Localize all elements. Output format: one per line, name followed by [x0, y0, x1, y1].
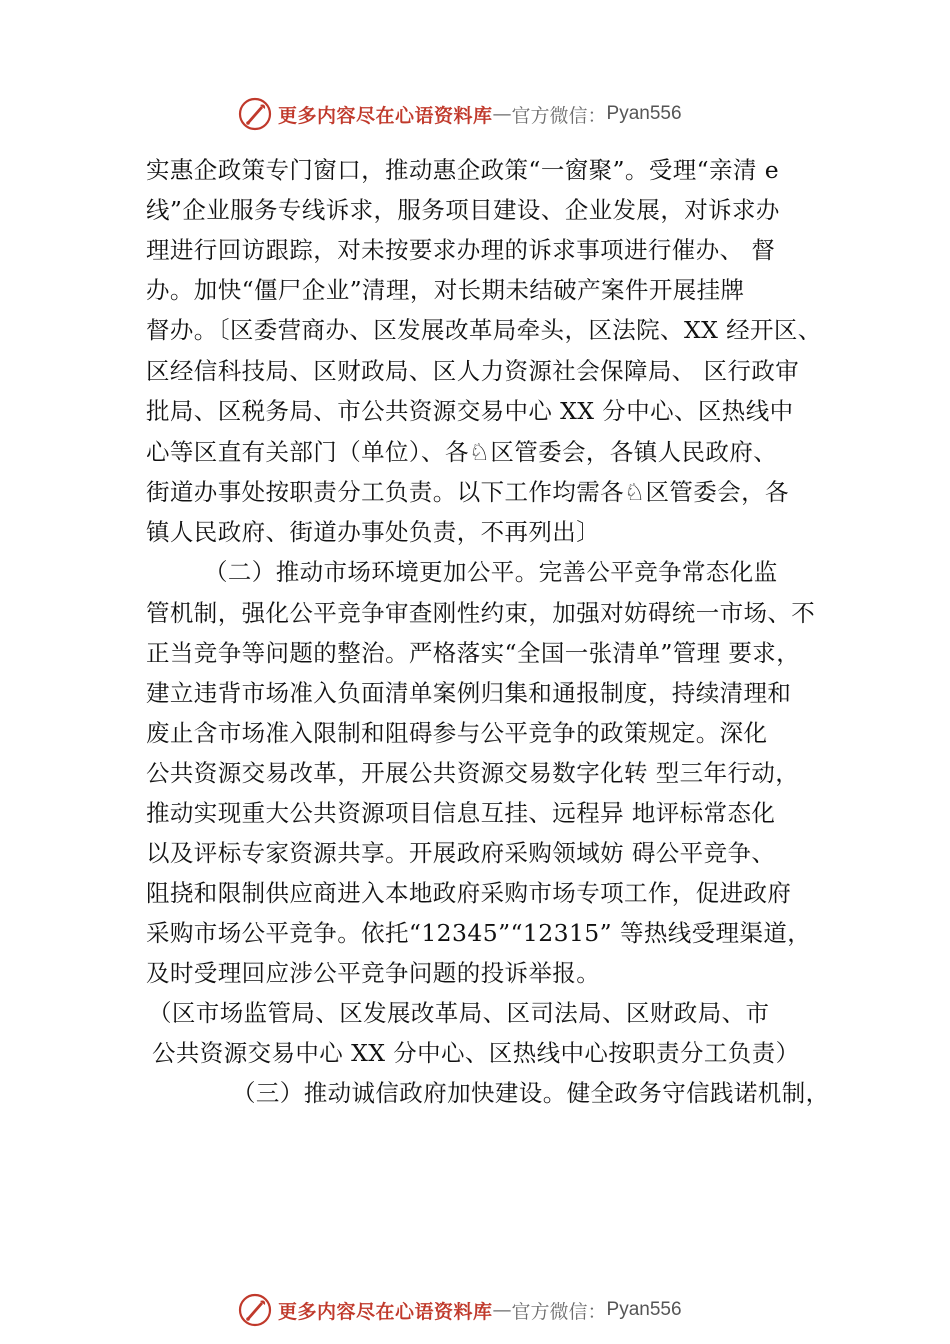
banner-wechat-id: Pyan556 — [606, 103, 682, 124]
body-line: 理进行回访跟踪，对未按要求办理的诉求事项进行催办、 督 — [146, 236, 776, 264]
body-line: 公共资源交易改革，开展公共资源交易数字化转 型三年行动， — [146, 759, 800, 787]
body-line: 正当竞争等问题的整治。严格落实“全国一张清单”管理 要求， — [146, 639, 801, 667]
quill-pen-logo-icon — [238, 1293, 272, 1327]
body-line: 区经信科技局、区财政局、区人力资源社会保障局、 区行政审 — [146, 357, 800, 385]
body-line: 公共资源交易中心 XX 分中心、区热线中心按职责分工负责） — [152, 1039, 800, 1067]
body-line: 管机制，强化公平竞争审查刚性约束，加强对妨碍统一市场、不 — [146, 599, 816, 627]
body-line: 推动实现重大公共资源项目信息互挂、远程异 地评标常态化 — [146, 799, 776, 827]
body-line: 心等区直有关部门（单位）、各♘区管委会，各镇人民政府、 — [146, 438, 778, 466]
body-line: （区市场监管局、区发展改革局、区司法局、区财政局、市 — [148, 999, 770, 1027]
body-line: 采购市场公平竞争。依托“12345”“12315” 等热线受理渠道， — [146, 919, 812, 947]
body-line: 实惠企政策专门窗口，推动惠企政策“一窗聚”。受理“亲清 e — [146, 156, 780, 184]
body-line: 街道办事处按职责分工负责。以下工作均需各♘区管委会，各 — [146, 478, 789, 506]
body-line: 及时受理回应涉公平竞争问题的投诉举报。 — [146, 959, 601, 987]
quill-pen-logo-icon — [238, 97, 272, 131]
body-line: 废止含市场准入限制和阻碍参与公平竞争的政策规定。深化 — [146, 719, 768, 747]
body-line: 办。加快“僵尸企业”清理，对长期未结破产案件开展挂牌 — [146, 276, 745, 304]
section-heading-line: （三）推动诚信政府加快建设。健全政务守信践诺机制， — [232, 1079, 830, 1107]
body-line: 镇人民政府、街道办事处负责，不再列出〕 — [146, 518, 601, 546]
banner-title: 更多内容尽在心语资料库 — [278, 104, 493, 127]
banner-wechat-label: 官方微信： — [511, 104, 607, 127]
footer-banner — [238, 1292, 758, 1328]
banner-wechat-id: Pyan556 — [606, 1299, 682, 1320]
body-line: 阻挠和限制供应商进入本地政府采购市场专项工作，促进政府 — [146, 879, 792, 907]
body-line: 督办。〔区委营商办、区发展改革局牵头，区法院、XX 经开区、 — [146, 316, 822, 344]
banner-wechat-label: 官方微信： — [511, 1300, 607, 1323]
body-line: 批局、区税务局、市公共资源交易中心 XX 分中心、区热线中 — [146, 397, 794, 425]
banner-dash: — — [492, 1299, 512, 1321]
body-line: 建立违背市场准入负面清单案例归集和通报制度，持续清理和 — [146, 679, 792, 707]
banner-dash: — — [492, 103, 512, 125]
header-banner — [238, 96, 758, 132]
banner-title: 更多内容尽在心语资料库 — [278, 1300, 493, 1323]
section-heading-line: （二）推动市场环境更加公平。完善公平竞争常态化监 — [204, 558, 778, 586]
body-line: 线”企业服务专线诉求，服务项目建设、企业发展，对诉求办 — [146, 196, 780, 224]
body-line: 以及评标专家资源共享。开展政府采购领域妨 碍公平竞争、 — [146, 839, 776, 867]
